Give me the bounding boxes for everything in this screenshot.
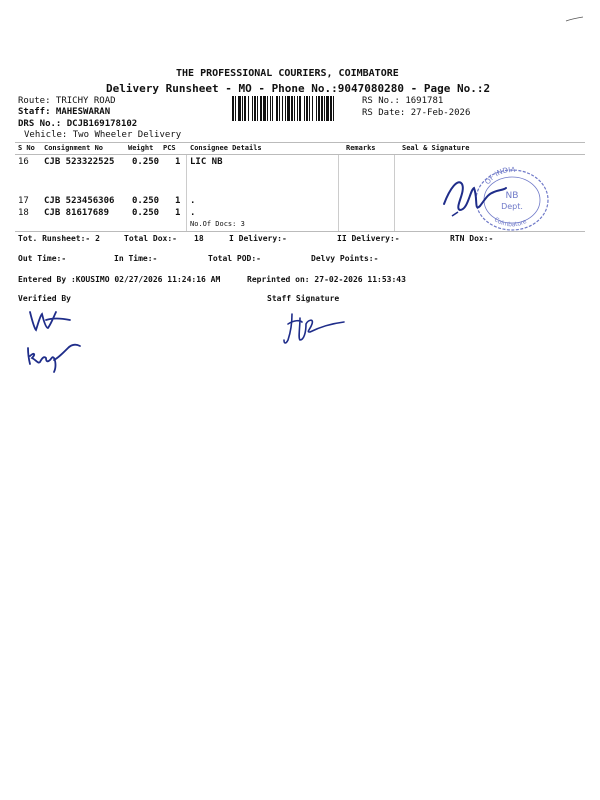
barcode xyxy=(232,96,356,121)
row-weight: 0.250 xyxy=(132,157,160,167)
docs-count: No.Of Docs: 3 xyxy=(190,220,245,228)
barcode-bar xyxy=(282,96,283,121)
barcode-bar xyxy=(232,96,234,121)
barcode-bar xyxy=(238,96,241,121)
barcode-bar xyxy=(333,96,334,121)
in-time: In Time:- xyxy=(114,254,158,263)
row-weight: 0.250 xyxy=(132,196,160,206)
entered-by: Entered By :KOUSIMO 02/27/2026 11:24:16 AM xyxy=(18,275,221,284)
table-top-rule xyxy=(15,142,585,143)
drs-number: DRS No.: DCJB169178102 xyxy=(18,119,138,129)
row-weight: 0.250 xyxy=(132,208,160,218)
barcode-bar xyxy=(306,96,308,121)
barcode-bar xyxy=(279,96,280,121)
barcode-bar xyxy=(326,96,329,121)
staff-label: Staff: MAHESWARAN xyxy=(18,107,111,117)
barcode-bar xyxy=(252,96,253,121)
column-divider xyxy=(338,155,339,231)
barcode-bar xyxy=(254,96,256,121)
barcode-bar xyxy=(316,96,317,121)
route-label: Route: TRICHY ROAD xyxy=(18,96,116,106)
row-pcs: 1 xyxy=(175,157,181,167)
barcode-bar xyxy=(260,96,262,121)
header-pcs: PCS xyxy=(163,144,176,152)
barcode-bar xyxy=(287,96,290,121)
row-sno: 16 xyxy=(18,157,29,167)
barcode-bar xyxy=(291,96,293,121)
row-consignment: CJB 523322525 xyxy=(44,157,115,167)
vehicle-label: Vehicle: Two Wheeler Delivery xyxy=(24,130,182,140)
total-dox-value: 18 xyxy=(194,234,204,243)
row-sno: 17 xyxy=(18,196,29,206)
row-consignee: . xyxy=(190,196,196,206)
column-divider xyxy=(394,155,395,231)
rs-number: RS No.: 1691781 xyxy=(362,96,444,106)
column-divider xyxy=(186,155,187,231)
row-consignment: CJB 81617689 xyxy=(44,208,110,218)
reprinted-on: Reprinted on: 27-02-2026 11:53:43 xyxy=(247,275,406,284)
header-remarks: Remarks xyxy=(346,144,376,152)
stamp-top-text: OF INDIA xyxy=(483,165,516,187)
runsheet-subtitle: Delivery Runsheet - MO - Phone No.:9047080280 - Page No.:2 xyxy=(106,82,491,95)
header-sno: S No xyxy=(18,144,35,152)
total-pod: Total POD:- xyxy=(208,254,261,263)
verifier-signature-2 xyxy=(24,340,84,374)
barcode-bar xyxy=(309,96,310,121)
header-weight: Weight xyxy=(128,144,154,152)
barcode-bar xyxy=(242,96,243,121)
stamp-center-1: NB xyxy=(505,191,519,201)
rtn-dox: RTN Dox:- xyxy=(450,234,494,243)
verifier-signature-1 xyxy=(26,306,76,336)
total-dox-label: Total Dox:- xyxy=(124,234,177,243)
company-title: THE PROFESSIONAL COURIERS, COIMBATORE xyxy=(176,68,399,79)
row-consignee: . xyxy=(190,208,196,218)
barcode-bar xyxy=(318,96,320,121)
total-runsheet: Tot. Runsheet:- 2 xyxy=(18,234,100,243)
barcode-bar xyxy=(330,96,332,121)
barcode-bar xyxy=(270,96,271,121)
barcode-bar xyxy=(267,96,268,121)
second-delivery: II Delivery:- xyxy=(337,234,400,243)
row-consignment: CJB 523456306 xyxy=(44,196,115,206)
barcode-bar xyxy=(257,96,258,121)
header-consignee: Consignee Details xyxy=(190,144,262,152)
receiver-signature xyxy=(440,168,510,228)
stamp-bottom-text: Coimbatore xyxy=(492,216,528,229)
barcode-bar xyxy=(272,96,273,121)
staff-signature xyxy=(282,310,352,350)
row-consignee: LIC NB xyxy=(190,157,223,167)
row-pcs: 1 xyxy=(175,196,181,206)
verified-by-label: Verified By xyxy=(18,294,71,303)
stamp-center-2: Dept. xyxy=(501,202,523,211)
row-pcs: 1 xyxy=(175,208,181,218)
barcode-bar xyxy=(304,96,305,121)
barcode-bar xyxy=(294,96,295,121)
barcode-bar xyxy=(324,96,325,121)
header-consignment: Consignment No xyxy=(44,144,104,152)
barcode-bar xyxy=(285,96,286,121)
rs-date: RS Date: 27-Feb-2026 xyxy=(362,108,471,118)
header-seal: Seal & Signature xyxy=(402,144,470,152)
barcode-bar xyxy=(276,96,278,121)
barcode-bar xyxy=(248,96,249,121)
barcode-bar xyxy=(299,96,301,121)
barcode-bar xyxy=(312,96,313,121)
out-time: Out Time:- xyxy=(18,254,67,263)
first-delivery: I Delivery:- xyxy=(229,234,287,243)
staff-signature-label: Staff Signature xyxy=(267,294,340,303)
barcode-bar xyxy=(235,96,236,121)
row-sno: 18 xyxy=(18,208,29,218)
barcode-bar xyxy=(297,96,298,121)
barcode-bar xyxy=(321,96,323,121)
scan-mark xyxy=(565,16,585,24)
barcode-bar xyxy=(263,96,266,121)
barcode-bar xyxy=(244,96,246,121)
delvy-points: Delvy Points:- xyxy=(311,254,379,263)
